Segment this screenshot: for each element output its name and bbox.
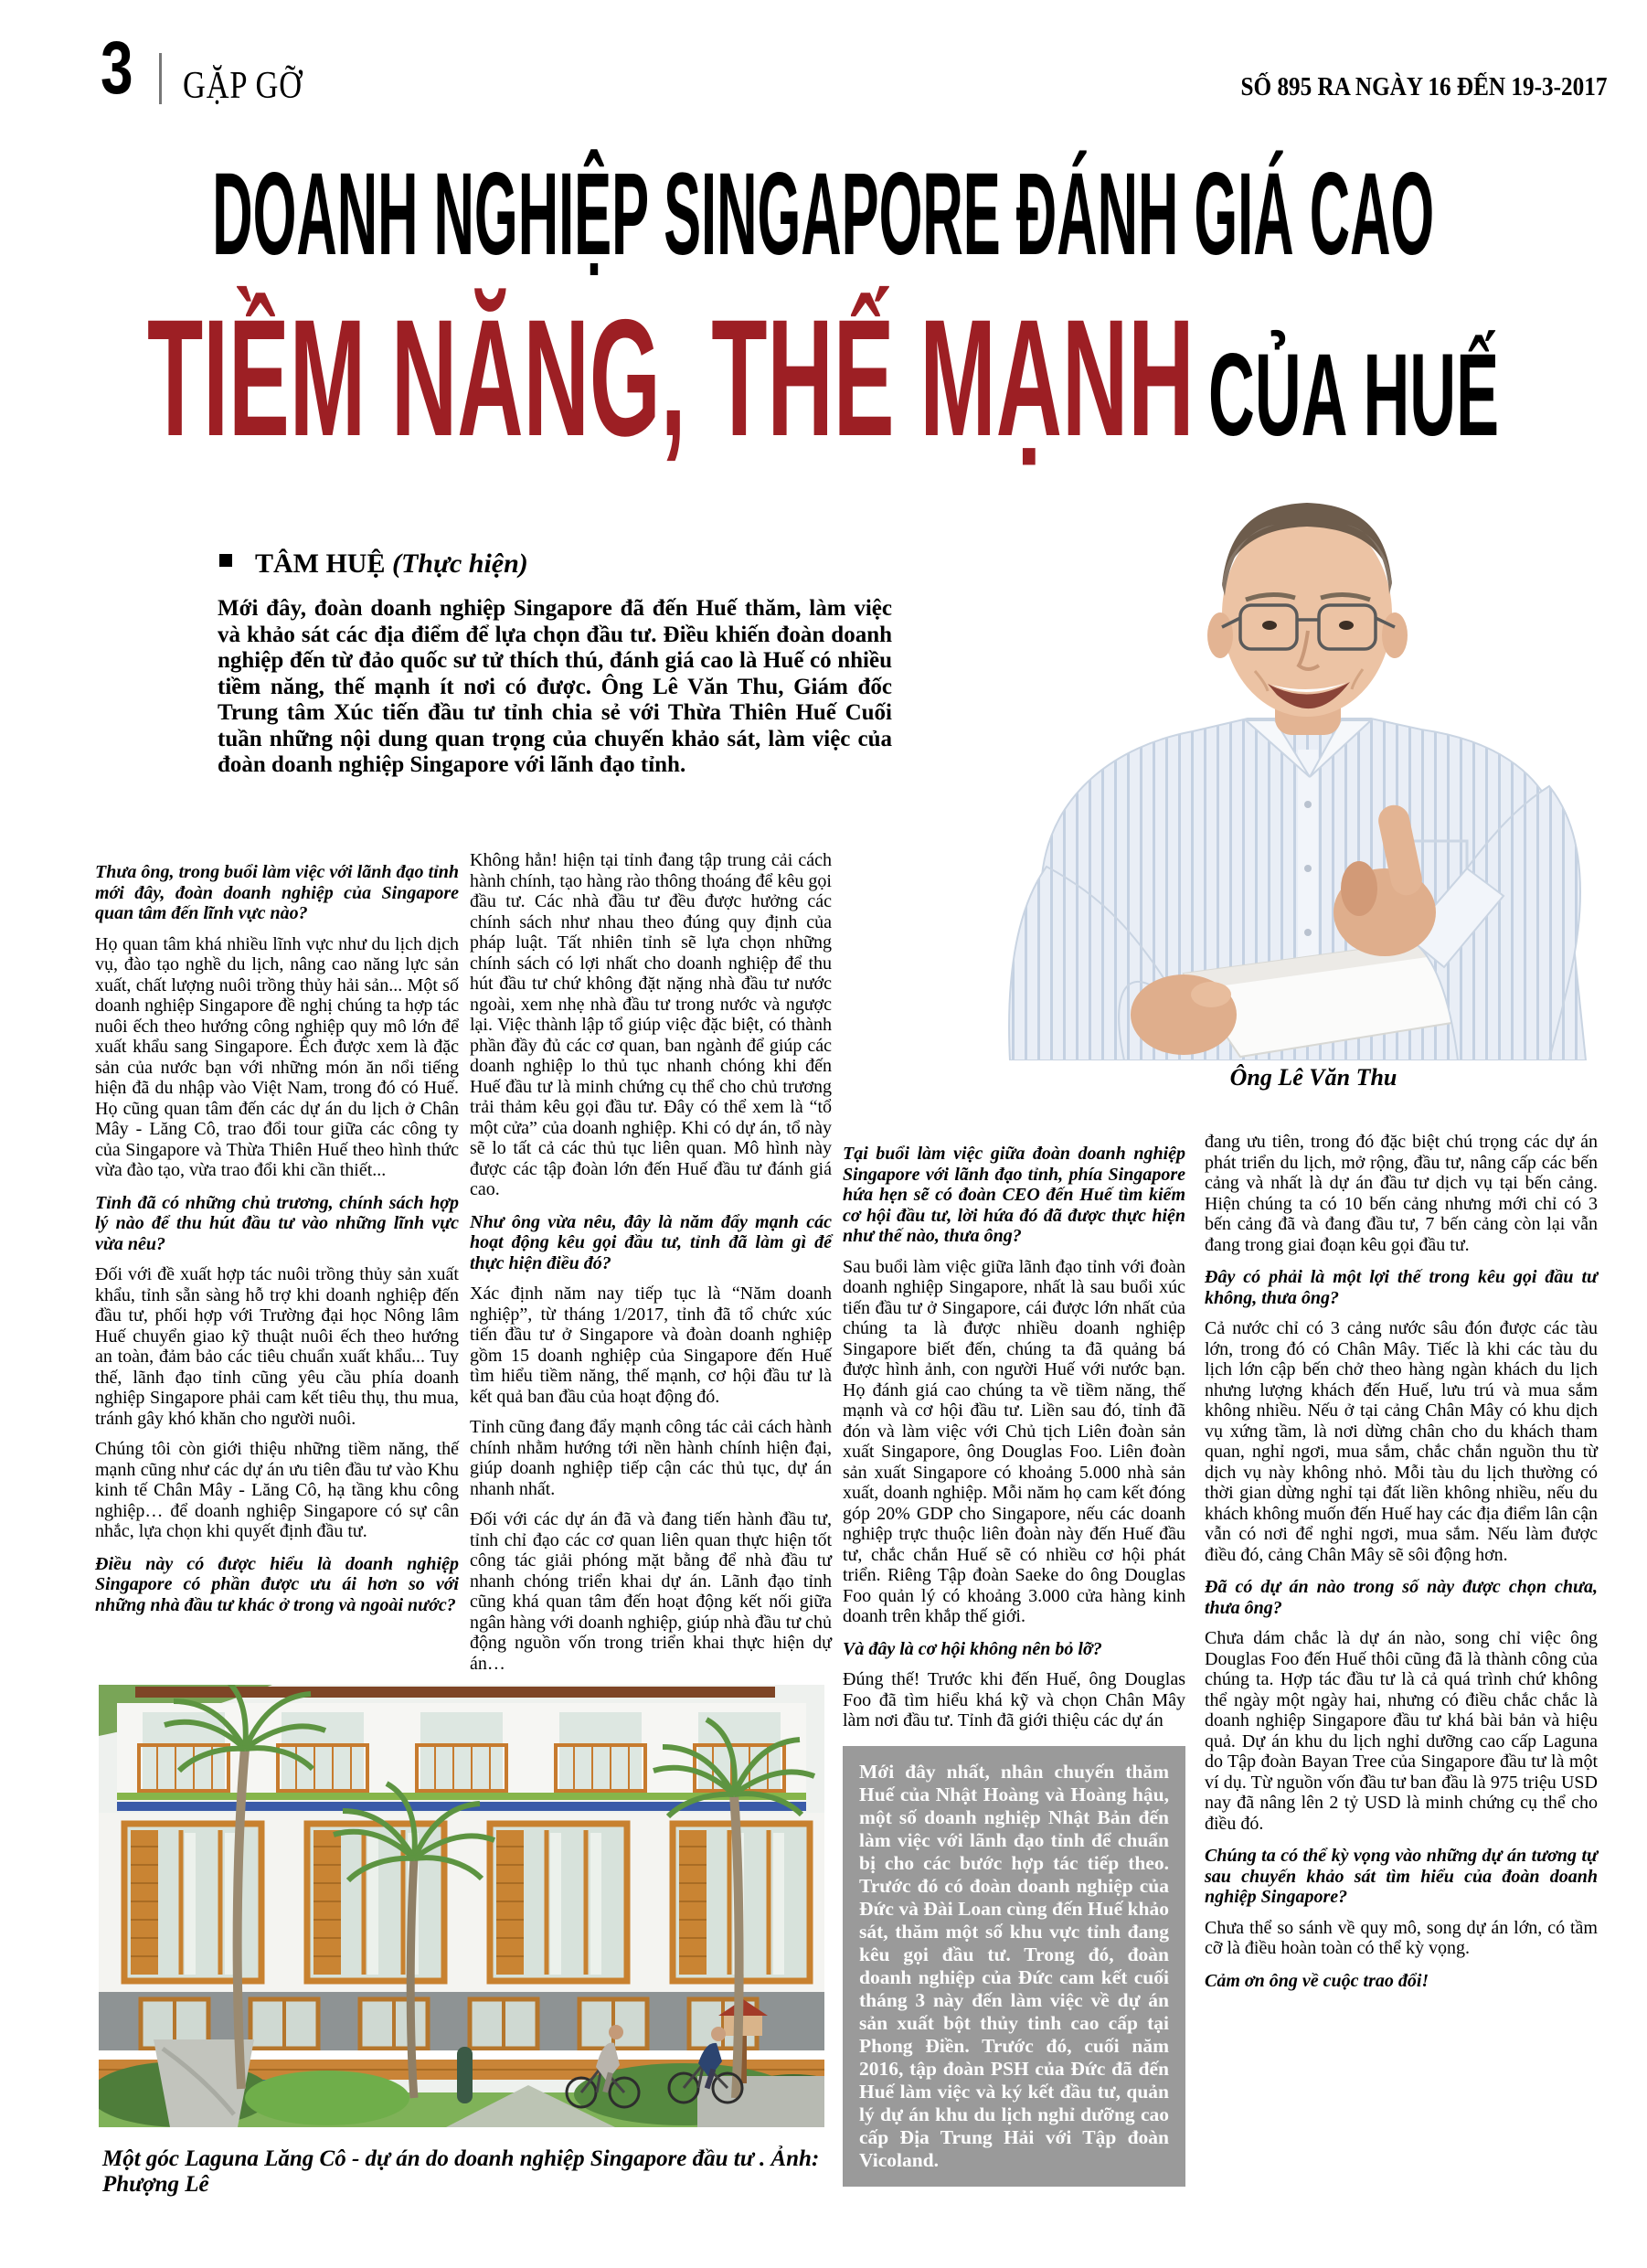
question: Điều này có được hiểu là doanh nghiệp Singapore có phần được ưu ái hơn so với những nhà đầu tư khác ở trong và ngoài nước? (95, 1553, 459, 1615)
lead-paragraph: Mới đây, đoàn doanh nghiệp Singapore đã đến Huế thăm, làm việc và khảo sát các địa điểm để lựa chọn đầu tư. Điều khiến đoàn doanh nghiệp đến từ đảo quốc sư tử thích thú, đánh giá cao là Huế có nhiều tiềm năng, thế mạnh ít nơi có được. Ông Lê Văn Thu, Giám đốc Trung tâm Xúc tiến đầu tư tỉnh chia sẻ với Thừa Thiên Huế Cuối tuần những nội dung quan trọng của chuyến khảo sát, làm việc của đoàn doanh nghiệp Singapore với lãnh đạo tỉnh. (218, 596, 892, 777)
headline-line2 (147, 284, 1500, 471)
question: Thưa ông, trong buổi làm việc với lãnh đạo tỉnh mới đây, đoàn doanh nghiệp của Singapore quan tâm đến lĩnh vực nào? (95, 862, 459, 923)
byline (219, 548, 528, 580)
answer-paragraph: Họ quan tâm khá nhiều lĩnh vực như du lịch dịch vụ, đào tạo nghề du lịch, nâng cao năng lực sản xuất, chất lượng nuôi trồng thủy hải sản... Một số doanh nghiệp Singapore đề nghị chúng ta hợp tác nuôi ếch theo hướng công nghiệp quy mô lớn để xuất khẩu sang Singapore. Ếch được xem là đặc sản của nước bạn với những món ăn nổi tiếng hiện đã du nhập vào Việt Nam, trong đó có Huế. Họ cũng quan tâm đến các dự án du lịch ở Chân Mây - Lăng Cô, trao đổi tour giữa các công ty của Singapore và Thừa Thiên Huế theo hình thức vừa đào tạo, vừa trao đổi khi cần thiết... (95, 933, 459, 1180)
question: Đây có phải là một lợi thế trong kêu gọi đầu tư không, thưa ông? (1205, 1267, 1598, 1308)
highlight-box: Mới đây nhất, nhân chuyến thăm Huế của Nhật Hoàng và Hoàng hậu, một số doanh nghiệp Nhật Bản đến làm việc với lãnh đạo tỉnh để chuẩn bị cho các bước hợp tác tiếp theo. Trước đó có đoàn doanh nghiệp của Đức và Đài Loan cùng đến Huế khảo sát, thăm một số khu vực tỉnh đang kêu gọi đầu tư. Trong đó, đoàn doanh nghiệp của Đức cam kết cuối tháng 3 này đến làm việc về dự án sản xuất bột thủy tinh cao cấp tại Phong Điền. Trước đó, cuối năm 2016, tập đoàn PSH của Đức đã đến Huế làm việc và ký kết đầu tư, quản lý dự án khu du lịch nghỉ dưỡng cao cấp Địa Trung Hải với Tập đoàn Vicoland. (843, 1746, 1185, 2187)
question: Và đây là cơ hội không nên bỏ lỡ? (843, 1638, 1102, 1659)
headline-line2-black: CỦA HUẾ (1208, 330, 1500, 461)
answer-paragraph: Chưa dám chắc là dự án nào, song chỉ việc ông Douglas Foo đến Huế thôi cũng đã là thành công của chúng ta. Hợp tác đầu tư là cả quá trình chứ không thể ngày một ngày hai, nhưng có điều chắc chắc là doanh nghiệp Singapore đầu tư khá bài bản và hiệu quả. Dự án khu du lịch nghỉ dưỡng cao cấp Laguna do Tập đoàn Bayan Tree của Singapore đầu tư là một ví dụ. Từ nguồn vốn đầu tư ban đầu là 975 triệu USD nay đã nâng lên 2 tỷ USD là minh chứng cụ thể cho điều đó. (1205, 1628, 1598, 1834)
body-column-3 (843, 1132, 1185, 2187)
question: Chúng ta có thể kỳ vọng vào những dự án tương tự sau chuyến khảo sát tìm hiểu của đoàn doanh nghiệp Singapore? (1205, 1846, 1598, 1907)
question: Tại buổi làm việc giữa đoàn doanh nghiệp Singapore với lãnh đạo tỉnh, phía Singapore hứa hẹn sẽ có đoàn CEO đến Huế tìm kiếm cơ hội đầu tư, lời hứa đó đã được thực hiện như thế nào, thưa ông? (843, 1144, 1185, 1246)
headline-line2-wrap (0, 284, 1647, 471)
answer-paragraph: Xác định năm nay tiếp tục là “Năm doanh nghiệp”, từ tháng 1/2017, tỉnh đã tổ chức xúc tiến đầu tư ở Singapore và đoàn doanh nghiệp gồm 15 doanh nghiệp của Singapore đến Huế tìm hiểu tiềm năng, thế mạnh, cơ hội đầu tư là kết quả ban đầu của hoạt động đó. (470, 1283, 832, 1407)
answer-paragraph: Sau buổi làm việc giữa lãnh đạo tỉnh với đoàn doanh nghiệp Singapore, nhất là sau buổi xúc tiến đầu tư ở Singapore, cái được lớn nhất của chúng ta là được nhiều doanh nghiệp Singapore biết đến, chúng ta đã quảng bá được hình ảnh, con người Huế với nước bạn. Họ đánh giá cao chúng ta về tiềm năng, thế mạnh và cơ hội đầu tư. Liền sau đó, tỉnh đã đón và làm việc với Chủ tịch Liên đoàn sản xuất Singapore, ông Douglas Foo. Liên đoàn sản xuất Singapore có khoảng 5.000 nhà sản xuất, doanh nghiệp. Mỗi năm họ cam kết đóng góp 20% GDP cho Singapore, nếu các doanh nghiệp trực thuộc liên đoàn này đến Huế đầu tư, chắc chắn Huế sẽ có nhiều cơ hội phát triển. Riêng Tập đoàn Saeke do ông Douglas Foo quản lý có khoảng 3.000 cửa hàng kinh doanh trên khắp thế giới. (843, 1256, 1185, 1626)
portrait-photo-drawing (909, 475, 1613, 1060)
answer-paragraph: Chúng tôi còn giới thiệu những tiềm năng, thế mạnh cũng như các dự án ưu tiên đầu tư vào Khu kinh tế Chân Mây - Lăng Cô, hạ tầng khu công nghiệp… để doanh nghiệp Singapore có sự cân nhắc, lựa chọn khi quyết định đầu tư. (95, 1439, 459, 1541)
body-column-4 (1205, 1132, 1598, 2001)
page-number: 3 (101, 27, 133, 110)
resort-caption: Một góc Laguna Lăng Cô - dự án do doanh nghiệp Singapore đầu tư . Ảnh: Phượng Lê (102, 2146, 820, 2197)
headline-line1-wrap (0, 149, 1647, 280)
answer-paragraph: Không hẳn! hiện tại tỉnh đang tập trung cải cách hành chính, tạo hàng rào thông thoáng để kêu gọi đầu tư. Các nhà đầu tư đều được hưởng các chính sách như nhau theo đúng quy định của pháp luật. Tất nhiên tỉnh sẽ lựa chọn những chính sách có lợi nhất cho doanh nghiệp để thu hút đầu tư chứ không đặt nặng nhà đầu tư nước ngoài, xem nhẹ nhà đầu tư trong nước và ngược lại. Việc thành lập tổ giúp việc đặc biệt, có thành phần đầy đủ các cơ quan, ban ngành để giúp các doanh nghiệp lo thủ tục nhanh chóng khi đến Huế đầu tư là minh chứng cụ thể cho chủ trương trải thảm kêu gọi đầu tư. Đây có thể xem là “tổ một cửa” của doanh nghiệp. Khi có dự án, tổ này sẽ lo tất cả các thủ tục liên quan. Mô hình này được các tập đoàn lớn đến Huế đầu tư đánh giá cao. (470, 850, 832, 1199)
answer-paragraph: đang ưu tiên, trong đó đặc biệt chú trọng các dự án phát triển du lịch, mở rộng, đầu tư, nâng cấp các bến cảng và nhất là dự án đầu tư dịch vụ tại bến cảng. Hiện chúng ta có 10 bến cảng nhưng mới chỉ có 3 bến cảng đã và đang đầu tư, 7 bến cảng còn lại vẫn đang trong giai đoạn kêu gọi đầu tư. (1205, 1132, 1598, 1255)
resort-photo-drawing (99, 1685, 824, 2127)
section-title: GẶP GỠ (183, 65, 303, 107)
answer-paragraph: Đối với các dự án đã và đang tiến hành đầu tư, tỉnh chỉ đạo các cơ quan liên quan thực hiện tốt công tác giải phóng mặt bằng để nhà đầu tư nhanh chóng triển khai dự án. Lãnh đạo tỉnh cũng khá quan tâm đến hoạt động kết nối giữa ngân hàng với doanh nghiệp, giúp nhà đầu tư chủ động nguồn vốn trong triển khai thực hiện dự án… (470, 1509, 832, 1674)
body-column-2 (470, 850, 832, 1684)
question: Như ông vừa nêu, đây là năm đẩy mạnh các hoạt động kêu gọi đầu tư, tỉnh đã làm gì để thực hiện điều đó? (470, 1211, 832, 1273)
headline-line1: DOANH NGHIỆP SINGAPORE ĐÁNH GIÁ CAO (212, 149, 1435, 280)
question: Đã có dự án nào trong số này được chọn chưa, thưa ông? (1205, 1577, 1598, 1618)
byline-bullet-icon (219, 554, 232, 567)
body-column-1 (95, 850, 459, 1625)
portrait-caption: Ông Lê Văn Thu (1229, 1064, 1397, 1091)
answer-paragraph: Tỉnh cũng đang đẩy mạnh công tác cải cách hành chính nhằm hướng tới nền hành chính hiện đại, giúp doanh nghiệp tiếp cận các thủ tục, dự án nhanh nhất. (470, 1417, 832, 1499)
answer-paragraph: Chưa thể so sánh về quy mô, song dự án lớn, có tầm cỡ là điều hoàn toàn có thể kỳ vọng. (1205, 1917, 1598, 1958)
header-divider (159, 53, 162, 104)
byline-author: TÂM HUỆ (254, 548, 386, 579)
question: Tỉnh đã có những chủ trương, chính sách hợp lý nào để thu hút đầu tư vào những lĩnh vực vừa nêu? (95, 1192, 459, 1254)
answer-paragraph: Đúng thế! Trước khi đến Huế, ông Douglas Foo đã tìm hiểu khá kỹ và chọn Chân Mây làm nơi đầu tư. Tỉnh đã giới thiệu các dự án (843, 1669, 1185, 1730)
answer-paragraph: Cả nước chỉ có 3 cảng nước sâu đón được các tàu lớn, trong đó có Chân Mây. Tiếc là khi các tàu du lịch lớn cập bến chở theo hàng ngàn khách du lịch nhưng lượng khách đến Huế, lưu trú và mua sắm không nhiều. Nếu ở tại cảng Chân Mây có khu dịch vụ xứng tầm, là nơi dừng chân cho du khách tham quan, nghỉ ngơi, mua sắm, chắc chắn nguồn thu từ dịch vụ này không nhỏ. Mỗi tàu du lịch thường có thời gian dừng nghỉ tại đất liền không nhiều, nếu du khách không muốn đến Huế hay các địa điểm lân cận vẫn có nơi để nghỉ ngơi, mua sắm. Nếu làm được điều đó, cảng Chân Mây sẽ sôi động hơn. (1205, 1318, 1598, 1565)
answer-paragraph: Đối với đề xuất hợp tác nuôi trồng thủy sản xuất khẩu, tỉnh sẵn sàng hỗ trợ khi doanh nghiệp đến đầu tư, phối hợp với Trường đại học Nông lâm Huế chuyển giao kỹ thuật nuôi ếch theo hướng an toàn, đảm bảo các tiêu chuẩn xuất khẩu... Tuy thế, lãnh đạo tỉnh cũng yêu cầu phía doanh nghiệp Singapore phải cam kết tiêu thụ, thu mua, tránh gây khó khăn cho người nuôi. (95, 1264, 459, 1429)
resort-photo (99, 1685, 824, 2127)
issue-info: SỐ 895 RA NGÀY 16 ĐẾN 19-3-2017 (1240, 73, 1607, 101)
headline-line2-red: TIỀM NĂNG, THẾ MẠNH (147, 284, 1195, 471)
closing-line: Cảm ơn ông về cuộc trao đổi! (1205, 1970, 1429, 1991)
portrait-photo (909, 475, 1613, 1060)
byline-role: (Thực hiện) (391, 548, 528, 579)
